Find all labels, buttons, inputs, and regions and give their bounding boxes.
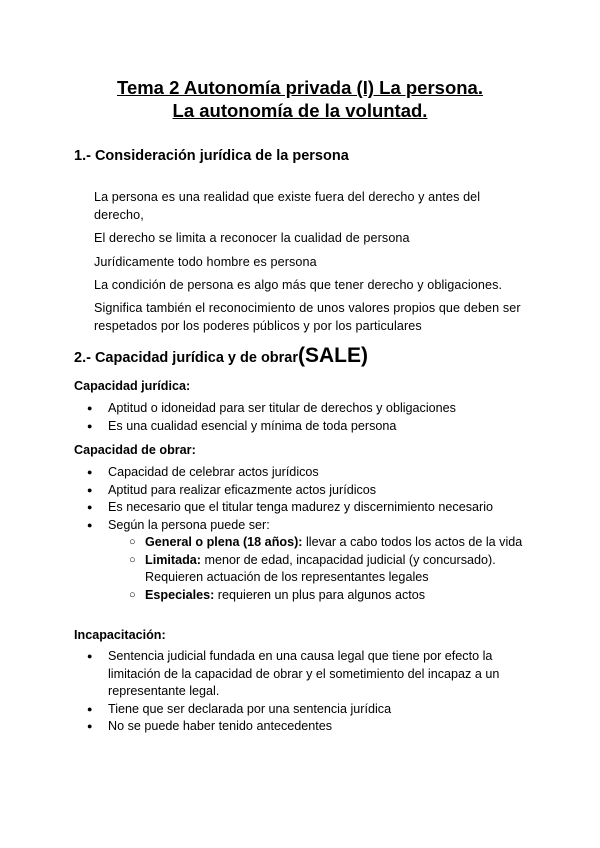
list-item-text: Según la persona puede ser: — [108, 517, 270, 532]
capacidad-juridica-heading: Capacidad jurídica: — [74, 379, 191, 393]
paragraph-5: Significa también el reconocimiento de unos valores propios que deben ser respetados por los poderes públicos y por los particulares — [94, 301, 521, 333]
section-1-heading: 1.- Consideración jurídica de la persona — [74, 148, 349, 164]
sale-tag: (SALE) — [298, 344, 369, 367]
section-2-heading-text: 2.- Capacidad jurídica y de obrar — [74, 350, 299, 366]
paragraph-3: Jurídicamente todo hombre es persona — [94, 255, 317, 269]
list-item: ● Es una cualidad esencial y mínima de toda persona — [74, 418, 524, 436]
list-item: ● No se puede haber tenido antecedentes — [74, 718, 524, 736]
incapacitacion-heading: Incapacitación: — [74, 628, 166, 642]
paragraph-2: El derecho se limita a reconocer la cualidad de persona — [94, 231, 410, 245]
sub-item-term: Limitada: — [145, 552, 201, 567]
capacidad-obrar-list — [74, 464, 524, 604]
capacidad-obrar-sublist — [108, 534, 524, 604]
list-item: ● Sentencia judicial fundada en una causa legal que tiene por efecto la limitación de la capacidad de obrar y el sometimiento del incapaz a un representante legal. — [74, 648, 524, 701]
list-item — [74, 517, 524, 605]
capacidad-juridica-list — [74, 400, 524, 435]
title-line-1: Tema 2 Autonomía privada (I) La persona. — [117, 77, 483, 98]
incapacitacion-list — [74, 648, 524, 736]
section-2-heading — [74, 346, 368, 368]
list-item: ● Aptitud para realizar eficazmente actos jurídicos — [74, 482, 524, 500]
sub-list-item — [108, 534, 524, 552]
list-item: ● Es necesario que el titular tenga madurez y discernimiento necesario — [74, 499, 524, 517]
sub-item-text: requieren un plus para algunos actos — [214, 587, 426, 602]
sub-item-text: menor de edad, incapacidad judicial (y concursado). Requieren actuación de los representantes legales — [145, 552, 496, 584]
document-title — [0, 76, 600, 122]
list-item: ● Capacidad de celebrar actos jurídicos — [74, 464, 524, 482]
sub-list-item — [108, 552, 524, 587]
paragraph-1: La persona es una realidad que existe fuera del derecho y antes del derecho, — [94, 190, 481, 222]
title-line-2: La autonomía de la voluntad. — [172, 100, 428, 121]
list-item: ● Aptitud o idoneidad para ser titular de derechos y obligaciones — [74, 400, 524, 418]
sub-item-term: Especiales: — [145, 587, 215, 602]
sub-item-text: llevar a cabo todos los actos de la vida — [302, 535, 523, 549]
list-item: ● Tiene que ser declarada por una sentencia jurídica — [74, 701, 524, 719]
sub-item-term: General o plena (18 años): — [145, 535, 303, 549]
capacidad-obrar-heading: Capacidad de obrar: — [74, 443, 196, 457]
paragraph-4: La condición de persona es algo más que tener derecho y obligaciones. — [94, 278, 503, 292]
sub-list-item — [108, 587, 524, 605]
